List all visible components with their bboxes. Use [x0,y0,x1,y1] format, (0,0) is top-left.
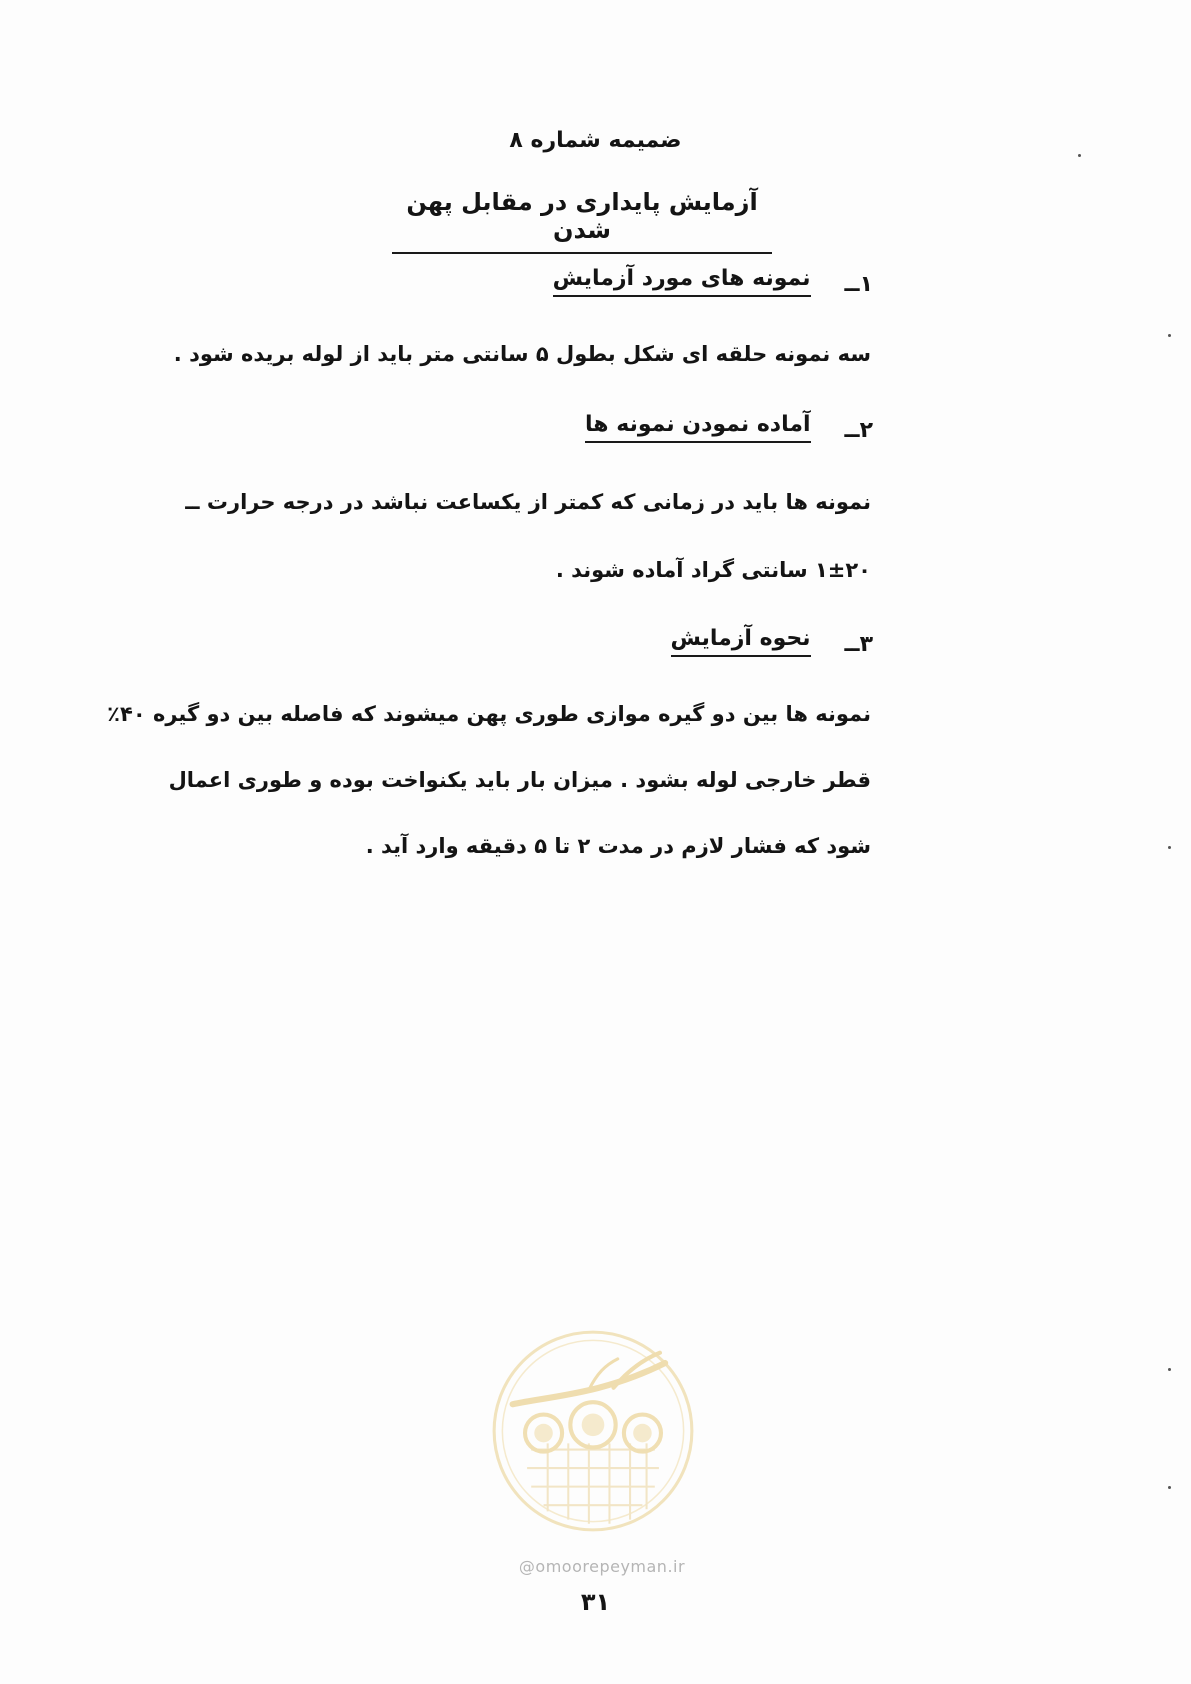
scan-speck [1168,846,1171,849]
annex-title: ضمیمه شماره ۸ [509,128,682,153]
scan-speck [1078,154,1081,157]
section-1-number: ۱ــ [844,272,873,297]
section-2-line-1: نمونه ها باید در زمانی که کمتر از یکساعت نباشد در درجه حرارت ــ [185,490,871,514]
section-2-line-2: ۱±۲۰ سانتی گراد آماده شوند . [555,558,871,582]
document-title: آزمایش پایداری در مقابل پهن شدن [392,188,772,254]
section-3-heading [671,626,874,657]
section-3-number: ۳ــ [844,632,873,657]
scan-speck [1168,1368,1171,1371]
scan-speck [1168,1486,1171,1489]
section-1-line-1: سه نمونه حلقه ای شکل بطول ۵ سانتی متر باید از لوله بریده شود . [173,342,871,366]
page-number: ۳۱ [580,1588,611,1616]
section-2-number: ۲ــ [844,418,873,443]
section-3-title: نحوه آزمایش [671,626,811,657]
scan-speck [1168,334,1171,337]
section-3-line-1: نمونه ها بین دو گیره موازی طوری پهن میشوند که فاصله بین دو گیره ۴۰٪ [107,702,871,726]
section-1-heading [553,266,873,297]
section-2-heading [585,412,873,443]
section-3-line-3: شود که فشار لازم در مدت ۲ تا ۵ دقیقه وارد آید . [365,834,871,858]
omoor-peyman-seal-logo [490,1328,696,1534]
watermark-site: @omoorepeyman.ir [518,1557,686,1576]
section-3-line-2: قطر خارجی لوله بشود . میزان بار باید یکنواخت بوده و طوری اعمال [168,768,871,792]
section-2-title: آماده نمودن نمونه ها [585,412,810,443]
section-1-title: نمونه های مورد آزمایش [553,266,811,297]
